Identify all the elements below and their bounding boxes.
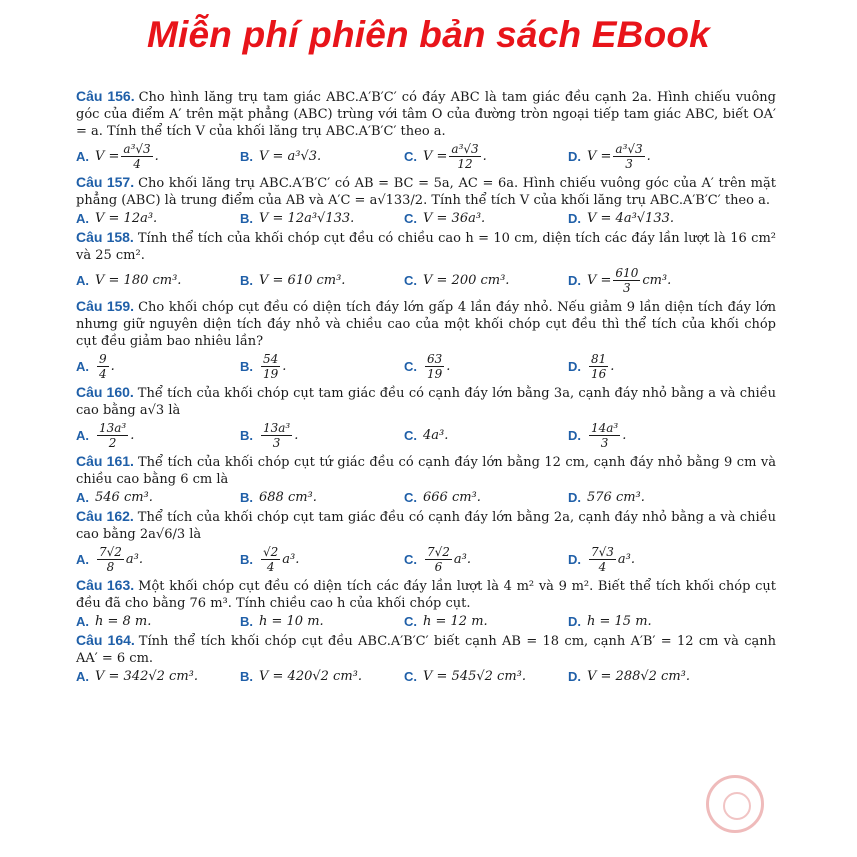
question-number: Câu 157.	[76, 174, 135, 190]
option-expression: V = 200 cm³.	[423, 273, 510, 288]
answer-option	[76, 273, 240, 288]
option-letter: B.	[240, 273, 253, 288]
question-block	[76, 632, 776, 684]
question-block	[76, 453, 776, 505]
question-block	[76, 229, 776, 295]
option-expression: V = 288√2 cm³.	[587, 669, 690, 684]
answer-options	[76, 211, 776, 226]
option-letter: C.	[404, 669, 417, 684]
option-expression: 546 cm³.	[95, 490, 153, 505]
answer-option	[568, 669, 732, 684]
option-letter: A.	[76, 614, 89, 629]
option-letter: D.	[568, 211, 581, 226]
option-letter: D.	[568, 149, 581, 164]
question-block	[76, 298, 776, 381]
option-suffix: .	[130, 428, 135, 443]
option-expression: 4a³.	[423, 428, 449, 443]
question-text: Tính thể tích khối chóp cụt đều ABC.A′B′C′ biết cạnh AB = 18 cm, cạnh A′B′ = 12 cm và cạnh AA′ = 6 cm.	[76, 634, 776, 666]
fraction	[261, 421, 292, 450]
answer-option	[568, 142, 732, 171]
option-letter: A.	[76, 428, 89, 443]
option-letter: C.	[404, 428, 417, 443]
fraction	[425, 352, 444, 381]
fraction-numerator: 54	[263, 352, 279, 366]
option-suffix: .	[482, 149, 487, 164]
fraction-numerator: 7√3	[591, 545, 614, 559]
fraction	[613, 266, 640, 295]
option-expression: V =	[587, 273, 612, 288]
answer-option	[76, 614, 240, 629]
question-block	[76, 174, 776, 226]
answer-options	[76, 669, 776, 684]
option-letter: D.	[568, 428, 581, 443]
option-letter: A.	[76, 552, 89, 567]
answer-option	[568, 614, 732, 629]
option-suffix: .	[610, 359, 615, 374]
option-letter: B.	[240, 428, 253, 443]
question-number: Câu 159.	[76, 298, 135, 314]
question-text-block	[76, 174, 776, 209]
fraction-numerator: a³√3	[123, 142, 151, 156]
question-number: Câu 158.	[76, 229, 134, 245]
ebook-banner: Miễn phí phiên bản sách EBook	[147, 14, 710, 55]
fraction-numerator: 13a³	[99, 421, 127, 435]
option-expression: V = 610 cm³.	[259, 273, 346, 288]
option-expression: h = 12 m.	[423, 614, 488, 629]
fraction-numerator: 81	[591, 352, 607, 366]
answer-option	[76, 545, 240, 574]
answer-option	[240, 669, 404, 684]
answer-options	[76, 421, 776, 450]
option-expression: V = 4a³√133.	[587, 211, 675, 226]
fraction	[121, 142, 152, 171]
option-letter: A.	[76, 211, 89, 226]
fraction-denominator: 19	[263, 367, 279, 381]
fraction-denominator: 2	[108, 436, 117, 450]
option-suffix: a³.	[282, 552, 300, 567]
option-letter: C.	[404, 614, 417, 629]
question-block	[76, 508, 776, 574]
answer-option	[76, 142, 240, 171]
fraction-denominator: 8	[106, 560, 115, 574]
fraction-denominator: 16	[591, 367, 607, 381]
fraction	[425, 545, 452, 574]
answer-option	[240, 352, 404, 381]
question-text: Thể tích của khối chóp cụt tứ giác đều có cạnh đáy lớn bằng 12 cm, cạnh đáy nhỏ bằng 9 cm và chiều cao bằng 6 cm là	[76, 455, 776, 487]
answer-option	[404, 490, 568, 505]
option-expression: V = 180 cm³.	[95, 273, 182, 288]
question-block	[76, 88, 776, 171]
option-letter: C.	[404, 149, 417, 164]
option-letter: B.	[240, 211, 253, 226]
fraction-numerator: 7√2	[427, 545, 450, 559]
fraction	[97, 545, 124, 574]
question-text: Thể tích của khối chóp cụt tam giác đều có cạnh đáy lớn bằng 3a, cạnh đáy nhỏ bằng a và chiều cao bằng a√3 là	[76, 386, 776, 418]
answer-option	[240, 490, 404, 505]
question-text-block	[76, 88, 776, 140]
option-letter: C.	[404, 490, 417, 505]
option-suffix: .	[646, 149, 651, 164]
answer-option	[404, 669, 568, 684]
question-text-block	[76, 632, 776, 667]
option-letter: C.	[404, 359, 417, 374]
answer-option	[568, 211, 732, 226]
option-letter: B.	[240, 149, 253, 164]
option-letter: D.	[568, 552, 581, 567]
fraction-numerator: 610	[615, 266, 639, 280]
option-letter: C.	[404, 552, 417, 567]
question-block	[76, 577, 776, 629]
option-letter: D.	[568, 490, 581, 505]
fraction	[613, 142, 644, 171]
answer-option	[240, 614, 404, 629]
answer-option	[568, 490, 732, 505]
answer-option	[404, 273, 568, 288]
option-expression: V =	[423, 149, 448, 164]
option-suffix: a³.	[125, 552, 144, 567]
option-letter: D.	[568, 359, 581, 374]
fraction	[449, 142, 480, 171]
option-expression: V = 36a³.	[423, 211, 486, 226]
option-suffix: .	[446, 359, 451, 374]
answer-option	[568, 421, 732, 450]
answer-option	[404, 142, 568, 171]
answer-options	[76, 614, 776, 629]
fraction-numerator: 9	[99, 352, 107, 366]
answer-option	[76, 352, 240, 381]
question-text: Cho hình lăng trụ tam giác ABC.A′B′C′ có đáy ABC là tam giác đều cạnh 2a. Hình chiếu vuông góc của điểm A′ trên mặt phẳng (ABC) trùng với tâm O của đường tròn ngoại tiếp tam giác ABC, biết OA′ = a. Tính thể tích V của khối lăng trụ ABC.A′B′C′ theo a.	[76, 90, 776, 139]
fraction	[261, 545, 280, 574]
option-letter: A.	[76, 669, 89, 684]
option-suffix: .	[294, 428, 299, 443]
option-suffix: .	[622, 428, 627, 443]
question-number: Câu 156.	[76, 88, 135, 104]
answer-option	[404, 545, 568, 574]
option-letter: B.	[240, 614, 253, 629]
fraction-denominator: 3	[623, 281, 631, 295]
option-letter: B.	[240, 669, 253, 684]
fraction-denominator: 19	[427, 367, 443, 381]
fraction-denominator: 3	[272, 436, 281, 450]
question-text-block	[76, 577, 776, 612]
option-letter: C.	[404, 211, 417, 226]
fraction-numerator: 7√2	[99, 545, 122, 559]
question-text-block	[76, 298, 776, 350]
fraction-numerator: a³√3	[615, 142, 643, 156]
option-expression: V = 12a³√133.	[259, 211, 355, 226]
option-letter: D.	[568, 273, 581, 288]
option-expression: 576 cm³.	[587, 490, 645, 505]
fraction	[589, 421, 620, 450]
question-text: Cho khối chóp cụt đều có diện tích đáy lớn gấp 4 lần đáy nhỏ. Nếu giảm 9 lần diện tích đáy lớn nhưng giữ nguyên diện tích đáy nhỏ và chiều cao của một khối chóp cụt đều thì thể tích của khối chóp cụt đều giảm bao nhiêu lần?	[76, 300, 776, 349]
fraction	[589, 545, 616, 574]
stamp-seal-icon	[706, 775, 764, 833]
option-expression: h = 8 m.	[95, 614, 152, 629]
answer-options	[76, 142, 776, 171]
fraction-denominator: 4	[99, 367, 107, 381]
answer-options	[76, 490, 776, 505]
option-suffix: .	[110, 359, 115, 374]
fraction-numerator: 63	[427, 352, 443, 366]
fraction-denominator: 4	[133, 157, 141, 171]
option-letter: A.	[76, 359, 89, 374]
question-text-block	[76, 508, 776, 543]
question-text-block	[76, 229, 776, 264]
answer-options	[76, 266, 776, 295]
fraction-denominator: 12	[457, 157, 473, 171]
option-letter: D.	[568, 614, 581, 629]
answer-option	[568, 352, 732, 381]
fraction-numerator: √2	[263, 545, 279, 559]
option-suffix: cm³.	[642, 273, 672, 288]
answer-options	[76, 352, 776, 381]
option-expression: h = 15 m.	[587, 614, 652, 629]
question-text: Cho khối lăng trụ ABC.A′B′C′ có AB = BC = 5a, AC = 6a. Hình chiếu vuông góc của A′ trên mặt phẳng (ABC) là trung điểm của AB và A′C = a√133/2. Tính thể tích V của khối lăng trụ ABC.A′B′C′ theo a.	[76, 176, 776, 208]
fraction-denominator: 3	[600, 436, 609, 450]
answer-option	[404, 428, 568, 443]
fraction-denominator: 4	[266, 560, 275, 574]
option-letter: B.	[240, 490, 253, 505]
option-expression: 688 cm³.	[259, 490, 317, 505]
option-letter: A.	[76, 149, 89, 164]
question-text: Một khối chóp cụt đều có diện tích các đáy lần lượt là 4 m² và 9 m². Biết thể tích khối chóp cụt đều đã cho bằng 76 m³. Tính chiều cao h của khối chóp cụt.	[76, 579, 776, 611]
option-letter: B.	[240, 552, 253, 567]
option-letter: A.	[76, 490, 89, 505]
question-number: Câu 161.	[76, 453, 134, 469]
option-letter: C.	[404, 273, 417, 288]
answer-option	[76, 669, 240, 684]
fraction-numerator: 14a³	[591, 421, 619, 435]
question-number: Câu 164.	[76, 632, 135, 648]
answer-options	[76, 545, 776, 574]
answer-option	[568, 266, 732, 295]
fraction	[97, 421, 128, 450]
fraction-denominator: 4	[598, 560, 607, 574]
question-text: Tính thể tích của khối chóp cụt đều có chiều cao h = 10 cm, diện tích các đáy lần lượt là 16 cm² và 25 cm².	[76, 231, 776, 263]
option-expression: h = 10 m.	[259, 614, 324, 629]
question-block	[76, 384, 776, 450]
answer-option	[240, 211, 404, 226]
option-expression: V = 342√2 cm³.	[95, 669, 198, 684]
answer-option	[76, 211, 240, 226]
option-expression: V = a³√3.	[259, 149, 322, 164]
option-expression: V = 420√2 cm³.	[259, 669, 362, 684]
option-letter: D.	[568, 669, 581, 684]
answer-option	[568, 545, 732, 574]
option-expression: V = 12a³.	[95, 211, 158, 226]
question-list	[76, 88, 776, 687]
answer-option	[240, 545, 404, 574]
option-suffix: a³.	[453, 552, 472, 567]
question-number: Câu 162.	[76, 508, 134, 524]
answer-option	[240, 149, 404, 164]
option-expression: V =	[95, 149, 120, 164]
question-text-block	[76, 453, 776, 488]
question-text: Thể tích của khối chóp cụt tam giác đều có cạnh đáy lớn bằng 2a, cạnh đáy nhỏ bằng a và chiều cao bằng 2a√6/3 là	[76, 510, 776, 542]
fraction-denominator: 6	[434, 560, 443, 574]
fraction	[97, 352, 109, 381]
option-expression: V =	[587, 149, 612, 164]
option-suffix: .	[282, 359, 287, 374]
fraction	[589, 352, 608, 381]
fraction-numerator: a³√3	[451, 142, 479, 156]
answer-option	[76, 490, 240, 505]
option-letter: B.	[240, 359, 253, 374]
question-number: Câu 163.	[76, 577, 135, 593]
fraction-denominator: 3	[625, 157, 633, 171]
fraction-numerator: 13a³	[263, 421, 291, 435]
option-expression: V = 545√2 cm³.	[423, 669, 526, 684]
answer-option	[404, 211, 568, 226]
answer-option	[240, 273, 404, 288]
answer-option	[240, 421, 404, 450]
fraction	[261, 352, 280, 381]
answer-option	[404, 614, 568, 629]
option-suffix: .	[154, 149, 159, 164]
option-suffix: a³.	[617, 552, 636, 567]
answer-option	[404, 352, 568, 381]
question-text-block	[76, 384, 776, 419]
option-letter: A.	[76, 273, 89, 288]
answer-option	[76, 421, 240, 450]
question-number: Câu 160.	[76, 384, 134, 400]
option-expression: 666 cm³.	[423, 490, 481, 505]
